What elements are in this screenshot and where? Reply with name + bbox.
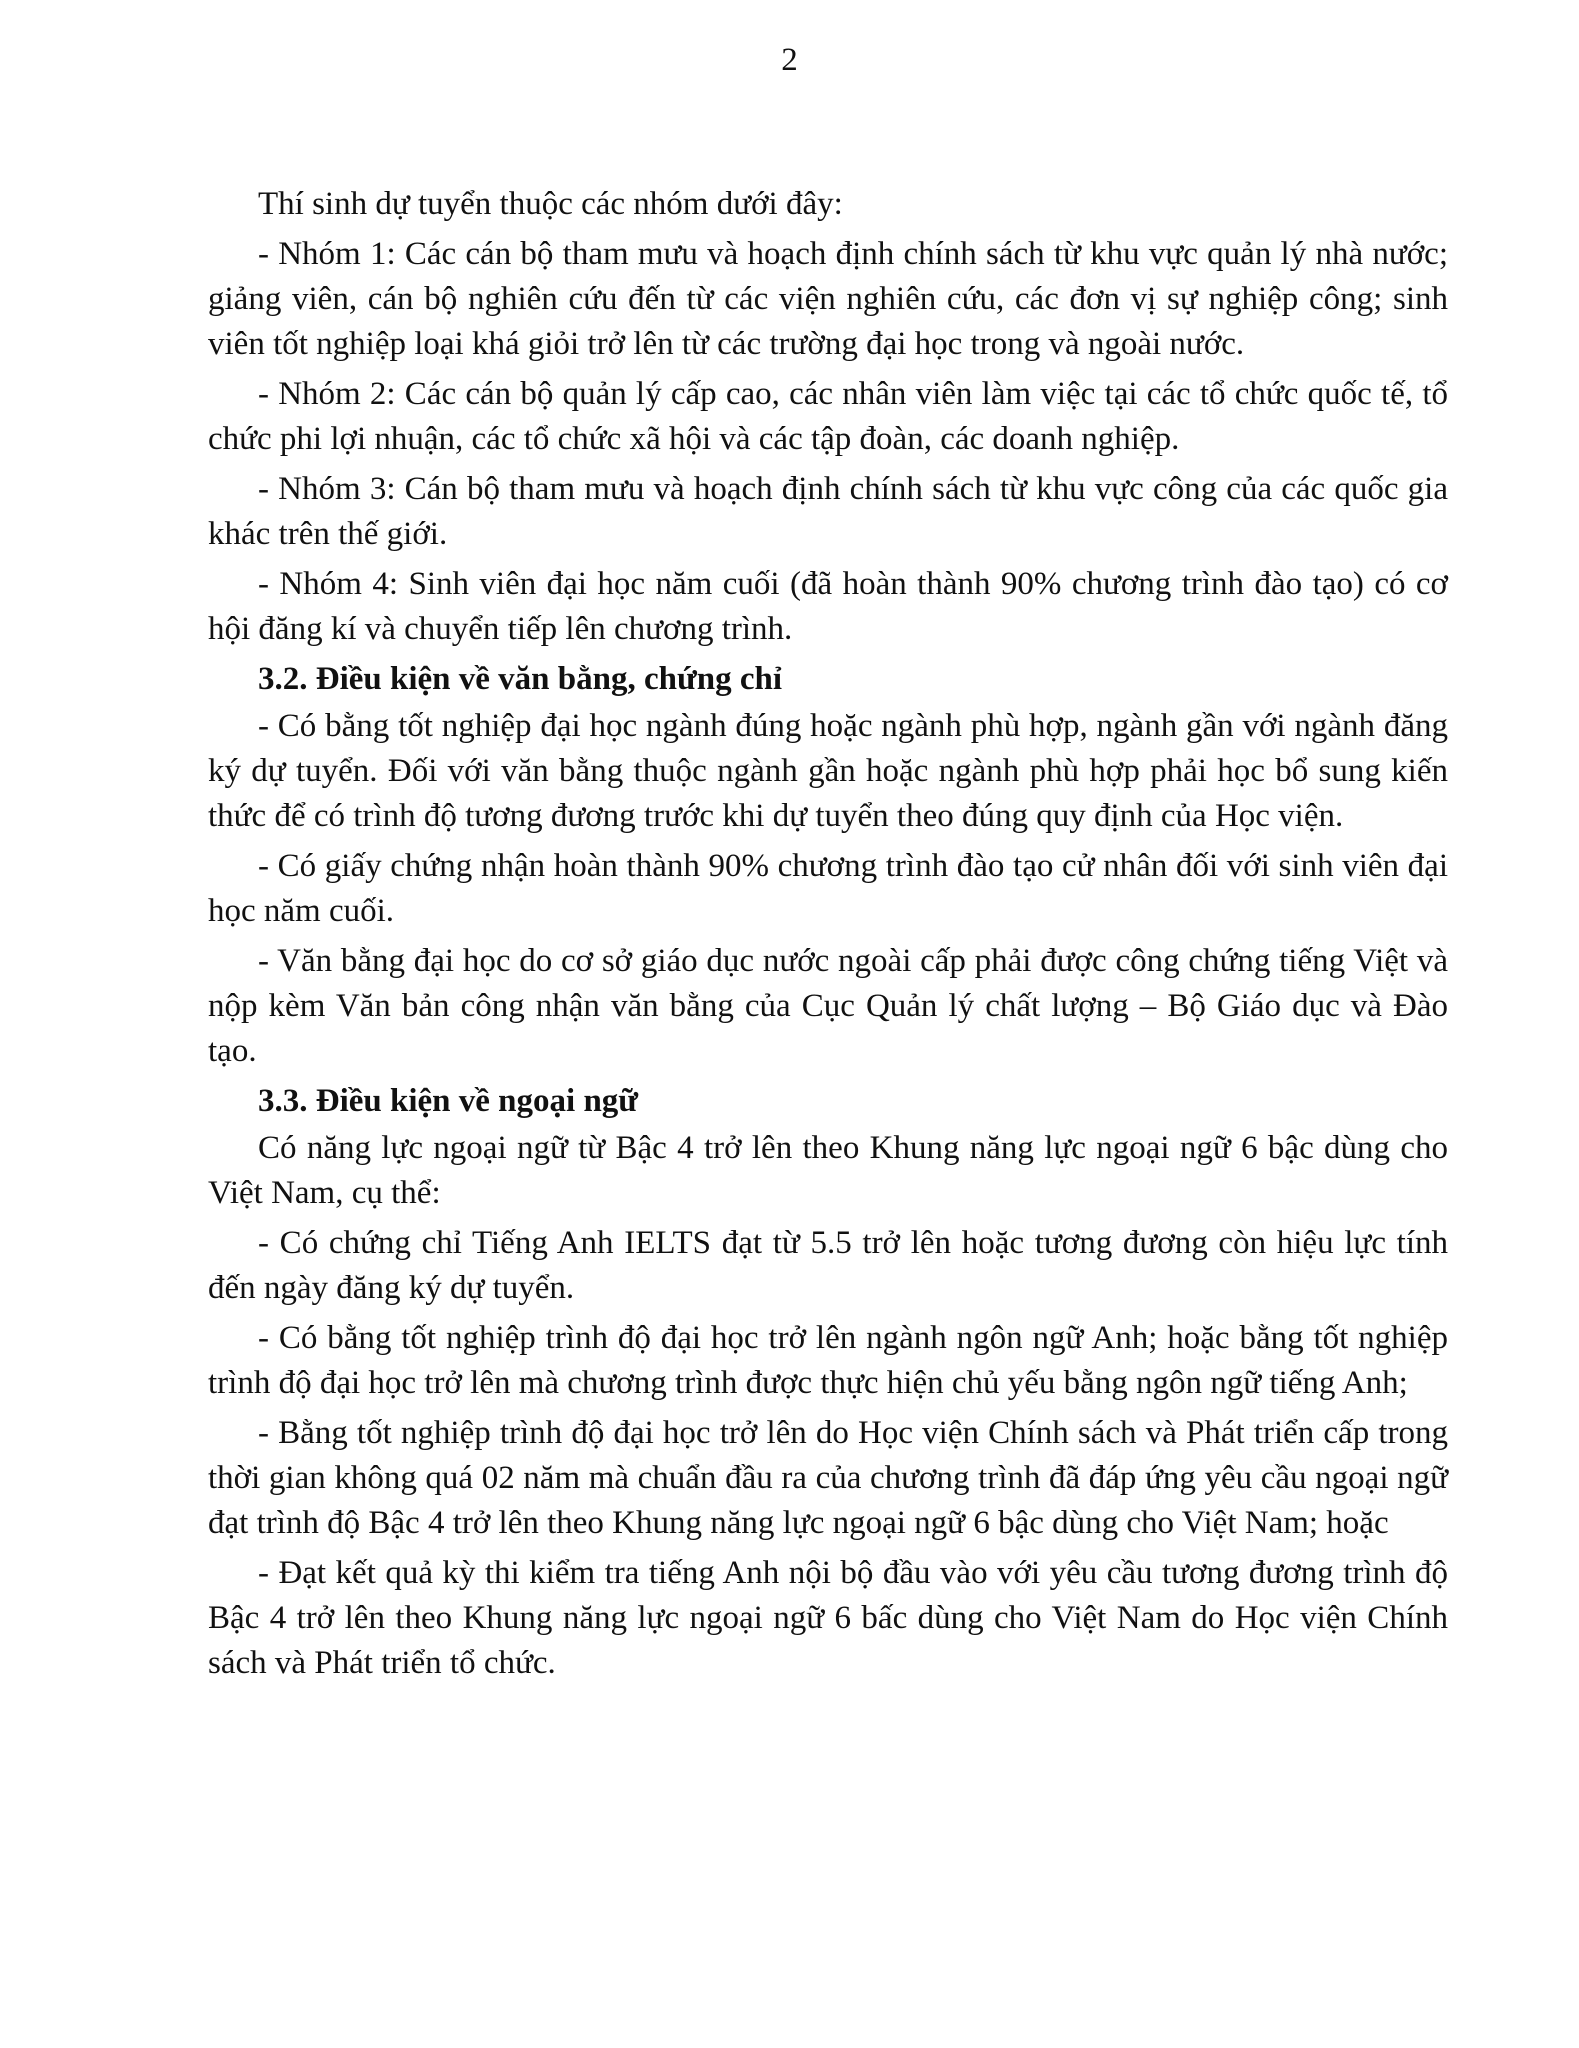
degree-requirement-1: - Có bằng tốt nghiệp đại học ngành đúng hoặc ngành phù hợp, ngành gần với ngành đăng ký dự tuyển. Đối với văn bằng thuộc ngành gần hoặc ngành phù hợp phải học bổ sung kiến thức để có trình độ tương đương trước khi dự tuyển theo đúng quy định của Học viện. (208, 708, 1448, 834)
degree-requirement-3: - Văn bằng đại học do cơ sở giáo dục nước ngoài cấp phải được công chứng tiếng Việt và nộp kèm Văn bản công nhận văn bằng của Cục Quản lý chất lượng – Bộ Giáo dục và Đào tạo. (208, 943, 1448, 1069)
language-requirement-1: - Có chứng chỉ Tiếng Anh IELTS đạt từ 5.5 trở lên hoặc tương đương còn hiệu lực tính đến ngày đăng ký dự tuyển. (208, 1225, 1448, 1306)
intro-paragraph: Thí sinh dự tuyển thuộc các nhóm dưới đây: (258, 186, 843, 222)
degree-requirement-2: - Có giấy chứng nhận hoàn thành 90% chương trình đào tạo cử nhân đối với sinh viên đại học năm cuối. (208, 848, 1448, 929)
language-intro-paragraph: Có năng lực ngoại ngữ từ Bậc 4 trở lên theo Khung năng lực ngoại ngữ 6 bậc dùng cho Việt Nam, cụ thể: (208, 1130, 1448, 1211)
language-requirement-4: - Đạt kết quả kỳ thi kiểm tra tiếng Anh nội bộ đầu vào với yêu cầu tương đương trình độ Bậc 4 trở lên theo Khung năng lực ngoại ngữ 6 bấc dùng cho Việt Nam do Học viện Chính sách và Phát triển tổ chức. (208, 1555, 1448, 1681)
section-heading-3-3: 3.3. Điều kiện về ngoại ngữ (258, 1083, 639, 1119)
section-heading-3-2: 3.2. Điều kiện về văn bằng, chứng chỉ (258, 661, 783, 697)
language-requirement-2: - Có bằng tốt nghiệp trình độ đại học trở lên ngành ngôn ngữ Anh; hoặc bằng tốt nghiệp trình độ đại học trở lên mà chương trình được thực hiện chủ yếu bằng ngôn ngữ tiếng Anh; (208, 1320, 1448, 1401)
language-requirement-3: - Bằng tốt nghiệp trình độ đại học trở lên do Học viện Chính sách và Phát triển cấp trong thời gian không quá 02 năm mà chuẩn đầu ra của chương trình đã đáp ứng yêu cầu ngoại ngữ đạt trình độ Bậc 4 trở lên theo Khung năng lực ngoại ngữ 6 bậc dùng cho Việt Nam; hoặc (208, 1415, 1448, 1541)
group-2-paragraph: - Nhóm 2: Các cán bộ quản lý cấp cao, các nhân viên làm việc tại các tổ chức quốc tế, tổ chức phi lợi nhuận, các tổ chức xã hội và các tập đoàn, các doanh nghiệp. (208, 376, 1448, 457)
group-1-paragraph: - Nhóm 1: Các cán bộ tham mưu và hoạch định chính sách từ khu vực quản lý nhà nước; giảng viên, cán bộ nghiên cứu đến từ các viện nghiên cứu, các đơn vị sự nghiệp công; sinh viên tốt nghiệp loại khá giỏi trở lên từ các trường đại học trong và ngoài nước. (208, 236, 1448, 362)
document-body (208, 182, 1448, 1691)
group-4-paragraph: - Nhóm 4: Sinh viên đại học năm cuối (đã hoàn thành 90% chương trình đào tạo) có cơ hội đăng kí và chuyển tiếp lên chương trình. (208, 566, 1448, 647)
page-number: 2 (781, 42, 798, 78)
group-3-paragraph: - Nhóm 3: Cán bộ tham mưu và hoạch định chính sách từ khu vực công của các quốc gia khác trên thế giới. (208, 471, 1448, 552)
